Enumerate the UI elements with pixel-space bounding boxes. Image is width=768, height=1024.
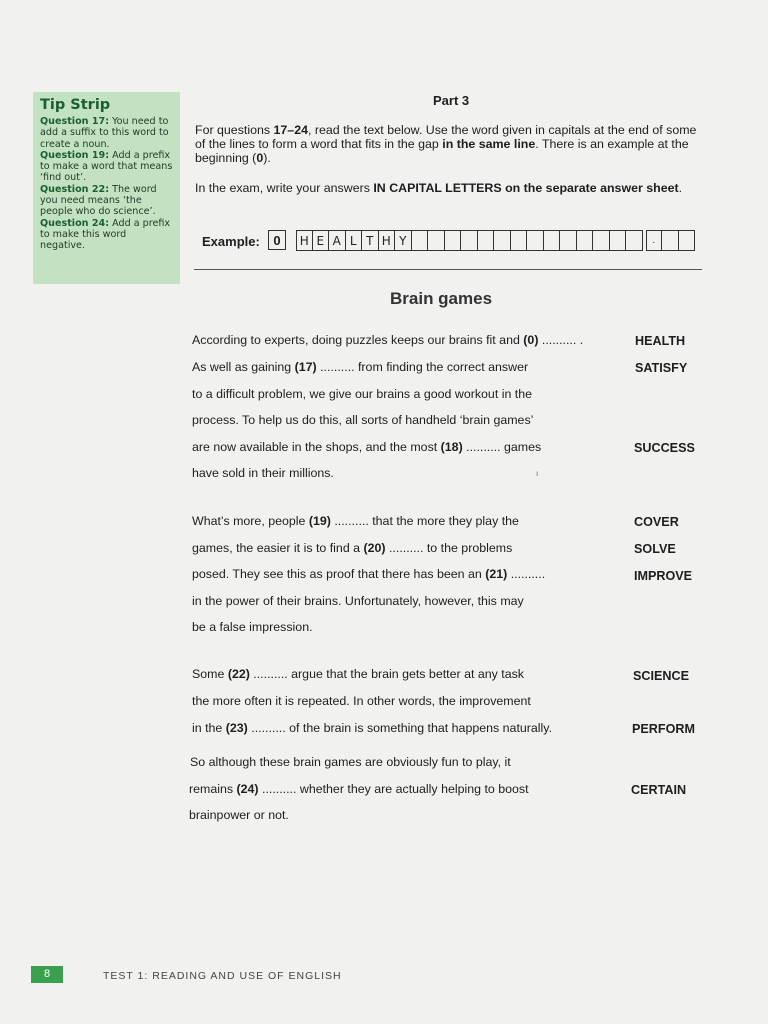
keyword-cover: COVER [634, 515, 679, 529]
text-line [192, 541, 512, 555]
text-line: the more often it is repeated. In other words, the improvement [192, 694, 531, 708]
text-line [189, 782, 529, 796]
example-label: Example: [202, 234, 260, 249]
keyword-improve: IMPROVE [634, 569, 693, 583]
text-line [192, 360, 528, 374]
example-letter-box [428, 230, 445, 251]
text-line: in the power of their brains. Unfortunately, however, this may [192, 594, 524, 608]
divider-rule [194, 269, 702, 270]
example-letter-box [527, 230, 544, 251]
tip-item [40, 150, 174, 184]
example-letter-box: E [313, 230, 330, 251]
text-line: brainpower or not. [189, 808, 289, 822]
tip-question: Question 24: [40, 217, 110, 229]
text-run: posed. They see this as proof that there has been an [192, 567, 486, 581]
tip-text: You need to add a suffix to this word to create a noun. [40, 116, 169, 150]
text-line [192, 514, 519, 528]
example-letter-box [593, 230, 610, 251]
tip-question: Question 22: [40, 183, 110, 195]
text-line [192, 567, 545, 581]
gap-number: (23) [225, 721, 248, 735]
text-run: are now available in the shops, and the most [192, 440, 441, 454]
gap-number: (24) [236, 782, 259, 796]
tip-item [40, 218, 174, 252]
example-letter-box [461, 230, 478, 251]
tip-item [40, 116, 174, 150]
example-letter-box [494, 230, 511, 251]
article-title: Brain games [390, 289, 493, 308]
gap-number: (18) [440, 440, 463, 454]
text-line: to a difficult problem, we give our brains a good workout in the [192, 387, 533, 401]
text-line [192, 721, 552, 735]
gap-number: (20) [363, 541, 386, 555]
text-run: in the [192, 721, 226, 735]
instr-text: . There is an example at the beginning ( [195, 137, 689, 165]
example-letter-box [412, 230, 429, 251]
example-letter-box [511, 230, 528, 251]
tip-question: Question 17: [40, 116, 110, 127]
example-letter-box [544, 230, 561, 251]
instr-bold: IN CAPITAL LETTERS on the separate answer sheet [373, 181, 679, 195]
example-letter-box [626, 230, 643, 251]
tip-text: Add a prefix to make a word that means ‘find out’. [40, 149, 173, 184]
gap-number: (19) [308, 514, 331, 528]
text-run: As well as gaining [192, 360, 295, 374]
example-number-box: 0 [268, 230, 286, 250]
example-letter-box: T [362, 230, 379, 251]
instr-text: , read the text below. Use the word given in capitals at the end of some of the lines to form a word that fits in the gap [195, 123, 697, 151]
gap-number: (17) [294, 360, 317, 374]
text-line [192, 440, 541, 454]
text-run: .......... to the problems [385, 541, 513, 555]
text-run: remains [189, 782, 237, 796]
example-letter-box: Y [395, 230, 412, 251]
text-line: be a false impression. [192, 620, 313, 634]
instr-bold: in the same line [442, 137, 536, 151]
text-line: have sold in their millions. [192, 466, 334, 480]
text-run: According to experts, doing puzzles keeps our brains fit and [192, 333, 524, 347]
text-run: .......... whether they are actually helping to boost [258, 782, 529, 796]
instr-text: For questions [195, 123, 274, 137]
instructions-paragraph-2 [195, 181, 705, 195]
gap-number: (22) [227, 667, 250, 681]
example-letter-box: H [296, 230, 313, 251]
instr-bold: 17–24 [273, 123, 308, 137]
instr-bold: 0 [256, 151, 264, 165]
example-letter-box [610, 230, 627, 251]
example-letter-box [577, 230, 594, 251]
example-letter-box [478, 230, 495, 251]
example-letter-box: L [346, 230, 363, 251]
instructions-paragraph-1 [195, 123, 705, 165]
text-line: So although these brain games are obviously fun to play, it [190, 755, 511, 769]
keyword-science: SCIENCE [633, 669, 689, 683]
running-title: TEST 1: READING AND USE OF ENGLISH [103, 970, 342, 982]
keyword-certain: CERTAIN [631, 783, 687, 797]
instr-text: ). [263, 151, 271, 165]
keyword-health: HEALTH [635, 334, 686, 348]
example-letter-box: . [646, 230, 663, 251]
example-answer-boxes [296, 230, 695, 251]
part-title: Part 3 [433, 93, 470, 108]
tip-item [40, 184, 174, 218]
tip-text: The word you need means ‘the people who do science’. [40, 183, 157, 218]
example-letter-box [662, 230, 679, 251]
example-letter-box [445, 230, 462, 251]
text-line [192, 667, 524, 681]
example-letter-box [679, 230, 696, 251]
example-letter-box: H [379, 230, 396, 251]
instr-text: In the exam, write your answers [195, 181, 374, 195]
text-run: Some [192, 667, 228, 681]
tip-text: Add a prefix to make this word negative. [40, 217, 171, 252]
keyword-perform: PERFORM [632, 722, 695, 736]
gap-number: (21) [485, 567, 508, 581]
text-run: .......... games [462, 440, 542, 454]
text-run: .......... [507, 567, 546, 581]
tip-question: Question 19: [40, 149, 110, 161]
keyword-satisfy: SATISFY [635, 361, 688, 375]
keyword-solve: SOLVE [634, 542, 676, 556]
text-run: .......... from finding the correct answer [316, 360, 529, 374]
tip-strip-title: Tip Strip [40, 97, 111, 113]
instr-text: . [678, 181, 683, 195]
text-run: .......... of the brain is something that happens naturally. [247, 721, 553, 735]
text-run: .......... . [538, 333, 584, 347]
page-number: 8 [31, 966, 63, 983]
text-run: .......... that the more they play the [330, 514, 519, 528]
keyword-success: SUCCESS [634, 441, 695, 455]
stray-mark: ı [536, 469, 539, 478]
text-run: .......... argue that the brain gets better at any task [249, 667, 524, 681]
example-letter-box: A [329, 230, 346, 251]
text-line: process. To help us do this, all sorts of handheld ‘brain games’ [192, 413, 534, 427]
tip-strip [33, 92, 180, 284]
text-line [192, 333, 583, 347]
text-run: What’s more, people [192, 514, 309, 528]
text-run: games, the easier it is to find a [192, 541, 364, 555]
example-letter-box [560, 230, 577, 251]
gap-number: (0) [523, 333, 539, 347]
